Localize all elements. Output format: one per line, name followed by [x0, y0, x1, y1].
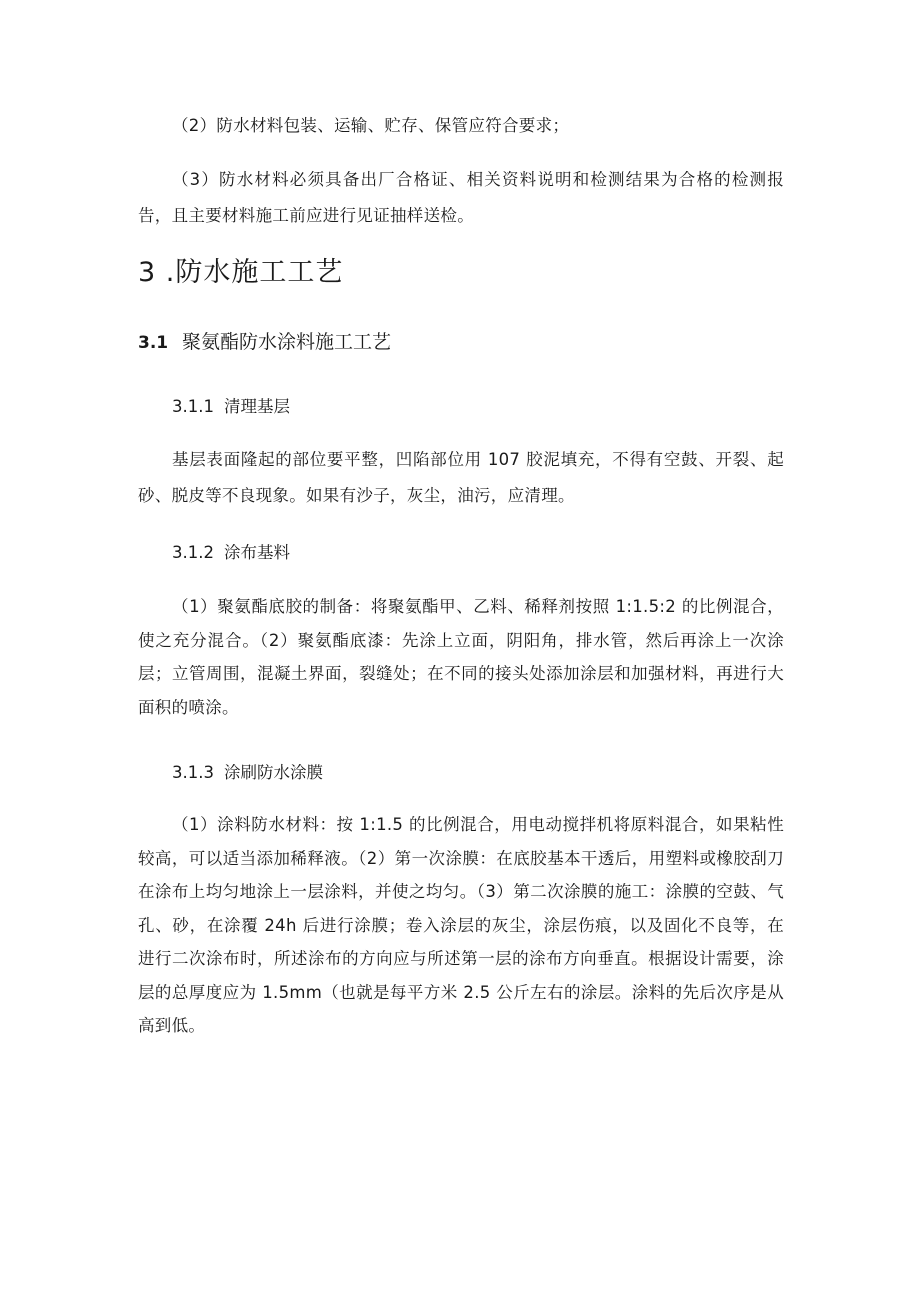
subsubsection-heading-3-1-3 [172, 758, 323, 788]
heading-number: 3.1.2 [172, 543, 214, 562]
heading-number: 3.1 [138, 333, 169, 353]
paragraph-clean-base: 基层表面隆起的部位要平整，凹陷部位用 107 胶泥填充，不得有空鼓、开裂、起砂、脱皮等不良现象。如果有沙子，灰尘，油污，应清理。 [138, 450, 784, 505]
heading-title: 涂布基料 [224, 543, 290, 562]
subsubsection-heading-3-1-2 [172, 538, 290, 568]
paragraph-primer: （1）聚氨酯底胶的制备：将聚氨酯甲、乙料、稀释剂按照 1:1.5:2 的比例混合，使之充分混合。（2）聚氨酯底漆：先涂上立面，阴阳角，排水管，然后再涂上一次涂层；立管周围，混凝土界面，裂缝处；在不同的接头处添加涂层和加强材料，再进行大面积的喷涂。 [138, 597, 784, 717]
paragraph-material-packaging: （2）防水材料包装、运输、贮存、保管应符合要求； [172, 116, 570, 135]
subsection-heading-3-1 [138, 327, 391, 358]
section-heading-3: 3 .防水施工工艺 [138, 257, 344, 288]
paragraph-material-certificate: （3）防水材料必须具备出厂合格证、相关资料说明和检测结果为合格的检测报告，且主要材料施工前应进行见证抽样送检。 [138, 170, 784, 225]
subsubsection-heading-3-1-1 [172, 392, 290, 422]
heading-title: 聚氨酯防水涂料施工工艺 [182, 331, 392, 353]
heading-number: 3.1.1 [172, 397, 214, 416]
heading-title: 涂刷防水涂膜 [224, 763, 323, 782]
paragraph-coating: （1）涂料防水材料：按 1:1.5 的比例混合，用电动搅拌机将原料混合，如果粘性较高，可以适当添加稀释液。（2）第一次涂膜：在底胶基本干透后，用塑料或橡胶刮刀在涂布上均匀地涂上一层涂料，并使之均匀。（3）第二次涂膜的施工：涂膜的空鼓、气孔、砂，在涂覆 24h 后进行涂膜；卷入涂层的灰尘，涂层伤痕，以及固化不良等，在进行二次涂布时，所述涂布的方向应与所述第一层的涂布方向垂直。根据设计需要，涂层的总厚度应为 1.5mm（也就是每平方米 2.5 公斤左右的涂层。涂料的先后次序是从高到低。 [138, 815, 784, 1035]
heading-number: 3.1.3 [172, 763, 214, 782]
heading-title: 清理基层 [224, 397, 290, 416]
